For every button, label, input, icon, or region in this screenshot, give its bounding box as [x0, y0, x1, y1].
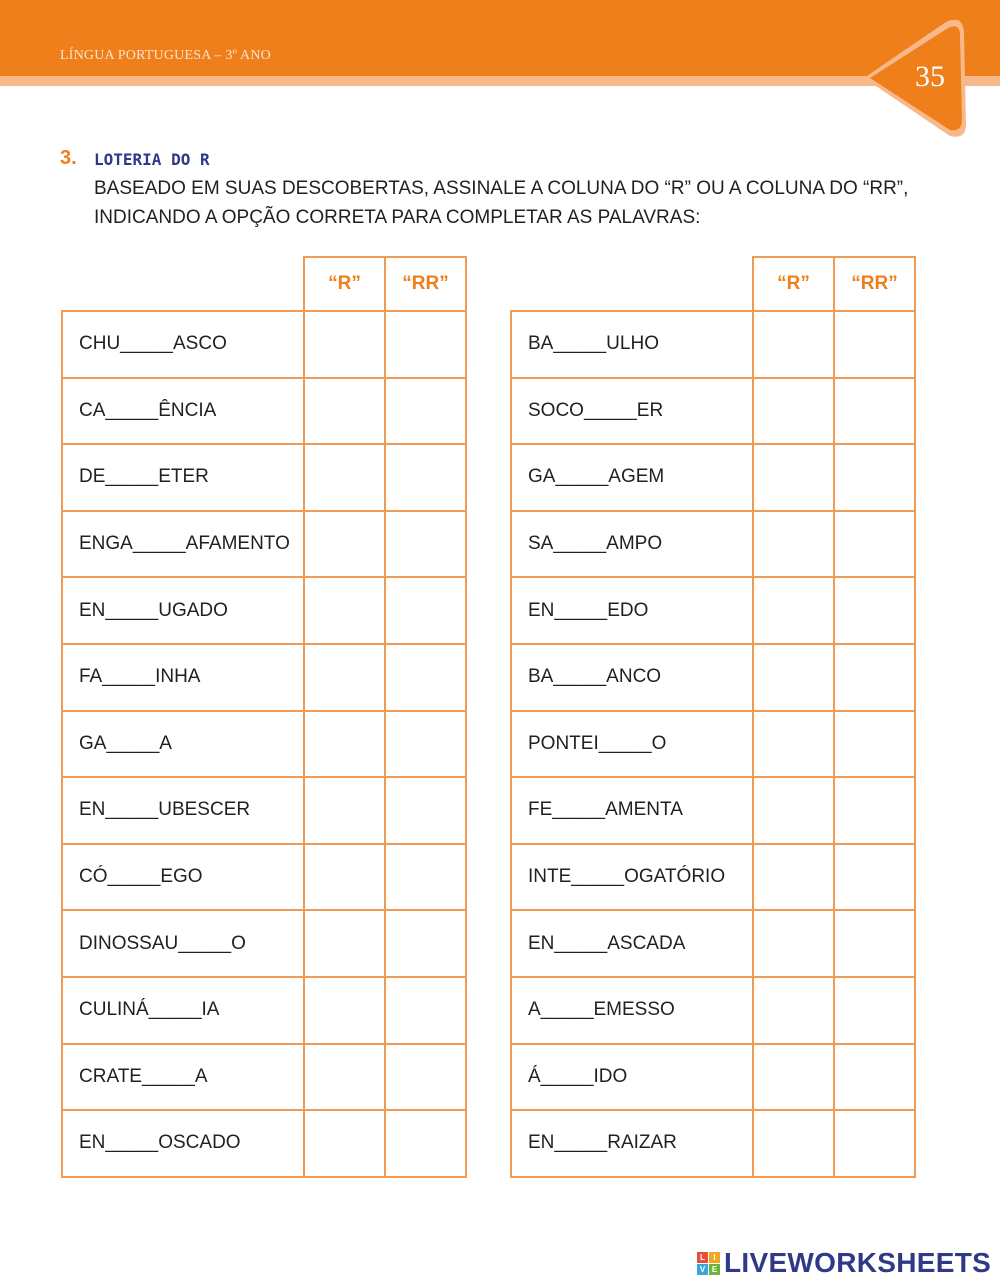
table-row [511, 711, 915, 778]
answer-cell-r[interactable] [304, 511, 385, 578]
word-table-right [510, 256, 916, 1178]
answer-cell-rr[interactable] [834, 1110, 915, 1177]
column-header-rr: “RR” [385, 257, 466, 311]
answer-cell-r[interactable] [753, 910, 834, 977]
table-row [62, 1044, 466, 1111]
answer-cell-rr[interactable] [385, 1044, 466, 1111]
table-row [62, 378, 466, 445]
word-cell: EN_____OSCADO [62, 1110, 304, 1177]
answer-cell-rr[interactable] [834, 644, 915, 711]
answer-cell-rr[interactable] [385, 378, 466, 445]
exercise-instruction: BASEADO EM SUAS DESCOBERTAS, ASSINALE A COLUNA DO “R” OU A COLUNA DO “RR”, INDICANDO A OPÇÃO CORRETA PARA COMPLETAR AS PALAVRAS: [94, 178, 909, 228]
table-row [511, 311, 915, 378]
table-row [511, 577, 915, 644]
word-cell: ENGA_____AFAMENTO [62, 511, 304, 578]
table-row [511, 511, 915, 578]
answer-cell-r[interactable] [304, 777, 385, 844]
answer-cell-rr[interactable] [834, 711, 915, 778]
word-cell: PONTEI_____O [511, 711, 753, 778]
answer-cell-r[interactable] [304, 711, 385, 778]
word-cell: BA_____ANCO [511, 644, 753, 711]
header-stripe [0, 76, 1000, 86]
answer-cell-rr[interactable] [385, 1110, 466, 1177]
answer-cell-rr[interactable] [834, 1044, 915, 1111]
word-cell: EN_____UGADO [62, 577, 304, 644]
word-cell: FE_____AMENTA [511, 777, 753, 844]
answer-cell-rr[interactable] [385, 711, 466, 778]
table-row [62, 444, 466, 511]
answer-cell-r[interactable] [304, 977, 385, 1044]
answer-cell-r[interactable] [753, 444, 834, 511]
logo-mark-letter: L [697, 1252, 708, 1263]
table-row [62, 644, 466, 711]
answer-cell-rr[interactable] [834, 977, 915, 1044]
table-row [511, 1110, 915, 1177]
table-row [62, 844, 466, 911]
logo-mark-letter: V [697, 1264, 708, 1275]
answer-cell-r[interactable] [753, 577, 834, 644]
word-cell: SOCO_____ER [511, 378, 753, 445]
word-cell: EN_____UBESCER [62, 777, 304, 844]
table-row [62, 977, 466, 1044]
answer-cell-r[interactable] [753, 777, 834, 844]
answer-cell-r[interactable] [304, 311, 385, 378]
table-row [62, 311, 466, 378]
word-cell: INTE_____OGATÓRIO [511, 844, 753, 911]
answer-cell-rr[interactable] [385, 644, 466, 711]
answer-cell-r[interactable] [753, 844, 834, 911]
answer-cell-r[interactable] [304, 910, 385, 977]
logo-mark-letter: E [709, 1264, 720, 1275]
liveworksheets-logo [697, 1246, 991, 1280]
answer-cell-rr[interactable] [834, 444, 915, 511]
answer-cell-rr[interactable] [385, 977, 466, 1044]
header-bar [0, 0, 1000, 76]
word-cell: CA_____ÊNCIA [62, 378, 304, 445]
word-table-left [61, 256, 467, 1178]
table-row [511, 644, 915, 711]
word-cell: CÓ_____EGO [62, 844, 304, 911]
answer-cell-rr[interactable] [834, 844, 915, 911]
answer-cell-r[interactable] [753, 977, 834, 1044]
logo-text: LIVEWORKSHEETS [724, 1247, 992, 1278]
word-cell: BA_____ULHO [511, 311, 753, 378]
column-header-rr: “RR” [834, 257, 915, 311]
word-cell: SA_____AMPO [511, 511, 753, 578]
answer-cell-rr[interactable] [834, 777, 915, 844]
exercise-number: 3. [60, 147, 77, 169]
word-cell: EN_____RAIZAR [511, 1110, 753, 1177]
word-cell: GA_____AGEM [511, 444, 753, 511]
table-row [62, 577, 466, 644]
word-cell: CRATE_____A [62, 1044, 304, 1111]
answer-cell-r[interactable] [753, 1110, 834, 1177]
answer-cell-r[interactable] [753, 511, 834, 578]
word-cell: Á_____IDO [511, 1044, 753, 1111]
answer-cell-r[interactable] [304, 444, 385, 511]
answer-cell-r[interactable] [753, 644, 834, 711]
table-row [62, 777, 466, 844]
answer-cell-rr[interactable] [385, 910, 466, 977]
answer-cell-rr[interactable] [834, 311, 915, 378]
table-row [62, 511, 466, 578]
table-row [511, 910, 915, 977]
exercise-title: LOTERIA DO R [94, 150, 210, 169]
subject-title: LÍNGUA PORTUGUESA – 3º ANO [60, 48, 271, 63]
answer-cell-r[interactable] [304, 644, 385, 711]
word-cell: DE_____ETER [62, 444, 304, 511]
word-cell: FA_____INHA [62, 644, 304, 711]
table-row [511, 844, 915, 911]
column-header-r: “R” [753, 257, 834, 311]
answer-cell-rr[interactable] [834, 910, 915, 977]
word-cell: CHU_____ASCO [62, 311, 304, 378]
answer-cell-r[interactable] [304, 378, 385, 445]
column-header-r: “R” [304, 257, 385, 311]
answer-cell-rr[interactable] [385, 777, 466, 844]
liveworksheets-logo-icon [697, 1252, 720, 1275]
table-row [511, 777, 915, 844]
answer-cell-rr[interactable] [834, 577, 915, 644]
word-cell: DINOSSAU_____O [62, 910, 304, 977]
answer-cell-r[interactable] [304, 844, 385, 911]
table-row [511, 444, 915, 511]
answer-cell-rr[interactable] [385, 444, 466, 511]
table-row [511, 1044, 915, 1111]
answer-cell-r[interactable] [753, 311, 834, 378]
table-row [511, 378, 915, 445]
answer-cell-rr[interactable] [385, 311, 466, 378]
answer-cell-r[interactable] [304, 1044, 385, 1111]
word-cell: CULINÁ_____IA [62, 977, 304, 1044]
word-cell: GA_____A [62, 711, 304, 778]
answer-cell-rr[interactable] [385, 844, 466, 911]
word-cell: EN_____EDO [511, 577, 753, 644]
word-cell: EN_____ASCADA [511, 910, 753, 977]
answer-cell-rr[interactable] [385, 577, 466, 644]
logo-mark-letter: I [709, 1252, 720, 1263]
table-row [511, 977, 915, 1044]
answer-cell-r[interactable] [304, 1110, 385, 1177]
answer-cell-rr[interactable] [385, 511, 466, 578]
word-cell: A_____EMESSO [511, 977, 753, 1044]
answer-cell-r[interactable] [753, 1044, 834, 1111]
answer-cell-r[interactable] [304, 577, 385, 644]
answer-cell-r[interactable] [753, 378, 834, 445]
answer-cell-rr[interactable] [834, 378, 915, 445]
answer-cell-rr[interactable] [834, 511, 915, 578]
answer-cell-r[interactable] [753, 711, 834, 778]
table-row [62, 1110, 466, 1177]
table-row [62, 910, 466, 977]
page-number: 35 [915, 60, 945, 93]
table-row [62, 711, 466, 778]
